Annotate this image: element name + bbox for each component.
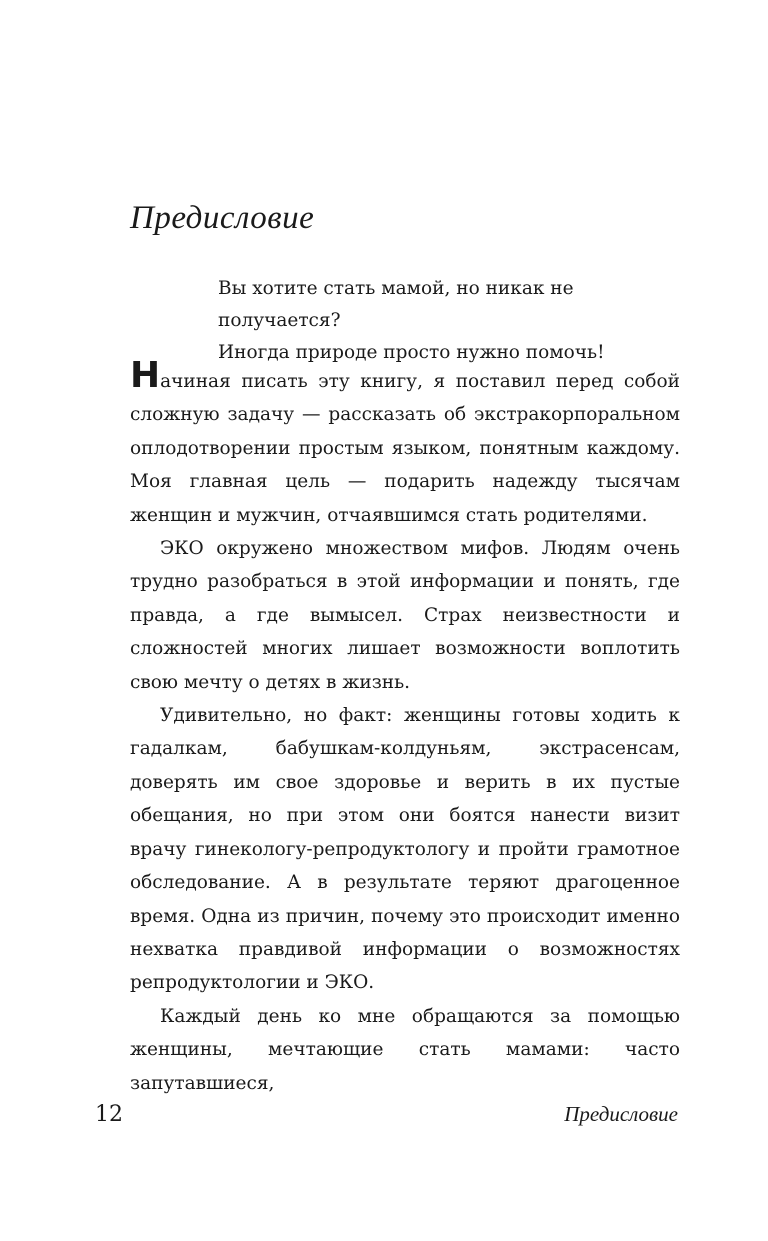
chapter-title: Предисловие (130, 200, 315, 236)
drop-cap: Н (130, 355, 161, 396)
body-text (130, 355, 680, 1100)
page-number: 12 (95, 1102, 123, 1127)
epigraph (218, 273, 688, 369)
paragraph-1 (130, 355, 680, 532)
paragraph-1-text: ачиная писать эту книгу, я поставил перед собой сложную задачу — рассказать об экстракорпоральном оплодотворении простым языком, понятным каждому. Моя главная цель — подарить надежду тысячам женщин и мужчин, отчаявшимся стать родителями. (130, 371, 680, 526)
paragraph-2: ЭКО окружено множеством мифов. Людям очень трудно разобраться в этой информации и понять, где правда, а где вымысел. Страх неизвестности и сложностей многих лишает возможности воплотить свою мечту о детях в жизнь. (130, 538, 680, 693)
paragraph-3: Удивительно, но факт: женщины готовы ходить к гадалкам, бабушкам-колдуньям, экстрасенсам, доверять им свое здоровье и верить в их пустые обещания, но при этом они боятся нанести визит врачу гинекологу-репродуктологу и пройти грамотное обследование. А в результате теряют драгоценное время. Одна из причин, почему это происходит именно нехватка правдивой информации о возможностях репродуктологии и ЭКО. (130, 705, 680, 994)
paragraph-4: Каждый день ко мне обращаются за помощью женщины, мечтающие стать мамами: часто запутавшиеся, (130, 1005, 680, 1094)
epigraph-line-2: Иногда природе просто нужно помочь! (218, 342, 605, 363)
epigraph-line-1: Вы хотите стать мамой, но никак не получается? (218, 278, 574, 331)
running-title: Предисловие (564, 1102, 678, 1126)
